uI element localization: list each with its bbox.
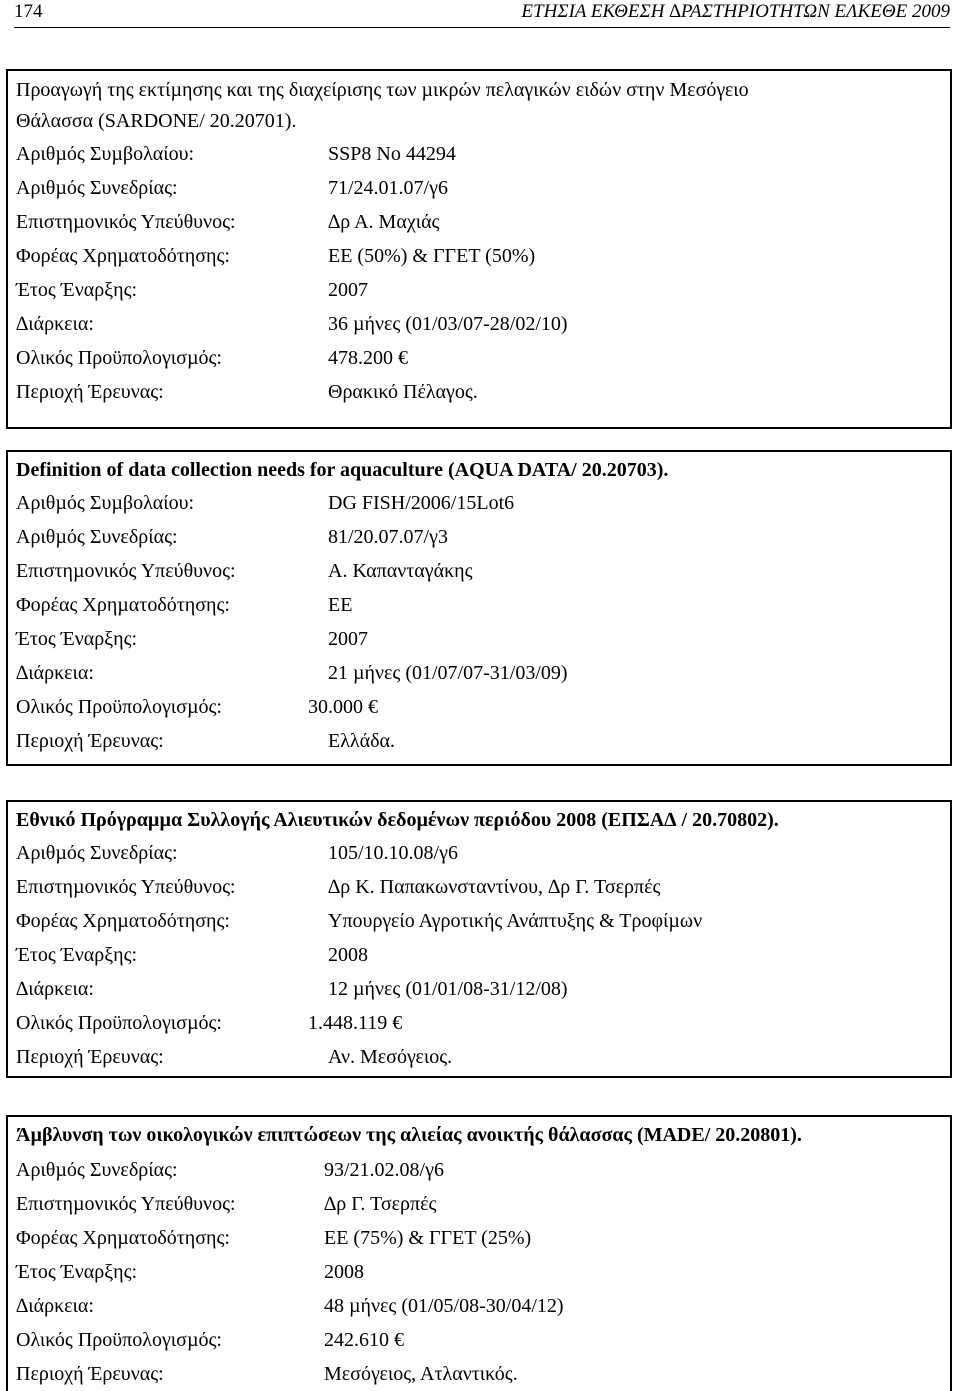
field-label: Αριθµός Συµβολαίου: — [16, 492, 195, 514]
field-label: Επιστηµονικός Υπεύθυνος: — [16, 211, 236, 233]
project-title — [16, 75, 942, 137]
field-value: 93/21.02.08/γ6 — [324, 1159, 444, 1181]
field-label: Επιστηµονικός Υπεύθυνος: — [16, 560, 236, 582]
field-label: Αριθµός Συνεδρίας: — [16, 526, 178, 548]
field-value: Α. Καπανταγάκης — [328, 560, 473, 582]
field-label: Περιοχή Έρευνας: — [16, 1363, 164, 1385]
field-value: ΕΕ (50%) & ΓΓΕΤ (50%) — [328, 245, 536, 267]
field-value: ∆ρ Κ. Παπακωνσταντίνου, ∆ρ Γ. Τσερπές — [328, 876, 661, 898]
field-value: 48 µήνες (01/05/08-30/04/12) — [324, 1295, 564, 1317]
field-value: Ελλάδα. — [328, 730, 395, 752]
field-value: 2007 — [328, 628, 368, 650]
field-label: Αριθµός Συνεδρίας: — [16, 1159, 178, 1181]
field-label: Φορέας Χρηµατοδότησης: — [16, 594, 230, 616]
field-value: Θρακικό Πέλαγος. — [328, 381, 478, 403]
page-number: 174 — [14, 1, 43, 22]
field-label: Αριθµός Συµβολαίου: — [16, 143, 195, 165]
page-header — [14, 0, 950, 28]
field-value: 2007 — [328, 279, 368, 301]
field-label: Έτος Έναρξης: — [16, 628, 138, 650]
field-label: Έτος Έναρξης: — [16, 944, 138, 966]
field-label: Αριθµός Συνεδρίας: — [16, 177, 178, 199]
field-value: ∆ρ Α. Μαχιάς — [328, 211, 440, 233]
field-value: 105/10.10.08/γ6 — [328, 842, 458, 864]
running-title: ΕΤΗΣΙΑ ΕΚΘΕΣΗ ∆ΡΑΣΤΗΡΙΟΤΗΤΩΝ ΕΛΚΕΘΕ 2009 — [521, 1, 950, 22]
field-value: 71/24.01.07/γ6 — [328, 177, 448, 199]
field-label: ∆ιάρκεια: — [16, 978, 94, 1000]
field-value: 2008 — [328, 944, 368, 966]
project-title: Definition of data collection needs for aquaculture (AQUA DATA/ 20.20703). — [16, 459, 669, 481]
field-value: DG FISH/2006/15Lot6 — [328, 492, 515, 514]
field-value: 1.448.119 € — [308, 1012, 403, 1034]
field-label: Φορέας Χρηµατοδότησης: — [16, 245, 230, 267]
field-label: Ολικός Προϋπολογισµός: — [16, 1329, 222, 1351]
project-block-sardone — [6, 69, 952, 429]
project-block-made — [6, 1115, 952, 1391]
field-value: SSP8 No 44294 — [328, 143, 456, 165]
field-label: Περιοχή Έρευνας: — [16, 381, 164, 403]
field-label: Επιστηµονικός Υπεύθυνος: — [16, 1193, 236, 1215]
field-label: Επιστηµονικός Υπεύθυνος: — [16, 876, 236, 898]
field-label: Ολικός Προϋπολογισµός: — [16, 347, 222, 369]
field-value: ΕΕ (75%) & ΓΓΕΤ (25%) — [324, 1227, 532, 1249]
field-label: ∆ιάρκεια: — [16, 313, 94, 335]
field-label: Περιοχή Έρευνας: — [16, 730, 164, 752]
project-title: Εθνικό Πρόγραµµα Συλλογής Αλιευτικών δεδοµένων περιόδου 2008 (ΕΠΣΑ∆ / 20.70802). — [16, 809, 779, 831]
field-label: Περιοχή Έρευνας: — [16, 1046, 164, 1068]
project-title-line2: Θάλασσα (SARDONE/ 20.20701). — [16, 110, 297, 132]
field-label: ∆ιάρκεια: — [16, 662, 94, 684]
field-value: 36 µήνες (01/03/07-28/02/10) — [328, 313, 568, 335]
field-value: 21 µήνες (01/07/07-31/03/09) — [328, 662, 568, 684]
field-value: Υπουργείο Αγροτικής Ανάπτυξης & Τροφίµων — [328, 910, 703, 932]
field-value: 30.000 € — [308, 696, 378, 718]
field-value: ΕΕ — [328, 594, 353, 616]
field-value: Αν. Μεσόγειος. — [328, 1046, 453, 1068]
field-value: Μεσόγειος, Ατλαντικός. — [324, 1363, 518, 1385]
field-label: Ολικός Προϋπολογισµός: — [16, 1012, 222, 1034]
field-value: 2008 — [324, 1261, 364, 1283]
field-label: Ολικός Προϋπολογισµός: — [16, 696, 222, 718]
field-label: Έτος Έναρξης: — [16, 279, 138, 301]
field-value: 478.200 € — [328, 347, 408, 369]
field-label: Φορέας Χρηµατοδότησης: — [16, 910, 230, 932]
field-label: Φορέας Χρηµατοδότησης: — [16, 1227, 230, 1249]
project-block-aquadata — [6, 450, 952, 766]
field-value: 81/20.07.07/γ3 — [328, 526, 448, 548]
field-label: Αριθµός Συνεδρίας: — [16, 842, 178, 864]
field-value: ∆ρ Γ. Τσερπές — [324, 1193, 437, 1215]
project-title-line1: Προαγωγή της εκτίµησης και της διαχείρισης των µικρών πελαγικών ειδών στην Μεσόγειο — [16, 79, 749, 101]
project-block-epsad — [6, 800, 952, 1078]
field-label: ∆ιάρκεια: — [16, 1295, 94, 1317]
field-label: Έτος Έναρξης: — [16, 1261, 138, 1283]
field-value: 12 µήνες (01/01/08-31/12/08) — [328, 978, 568, 1000]
project-title: Άµβλυνση των οικολογικών επιπτώσεων της αλιείας ανοικτής θάλασσας (MADE/ 20.20801). — [16, 1124, 802, 1146]
field-value: 242.610 € — [324, 1329, 404, 1351]
